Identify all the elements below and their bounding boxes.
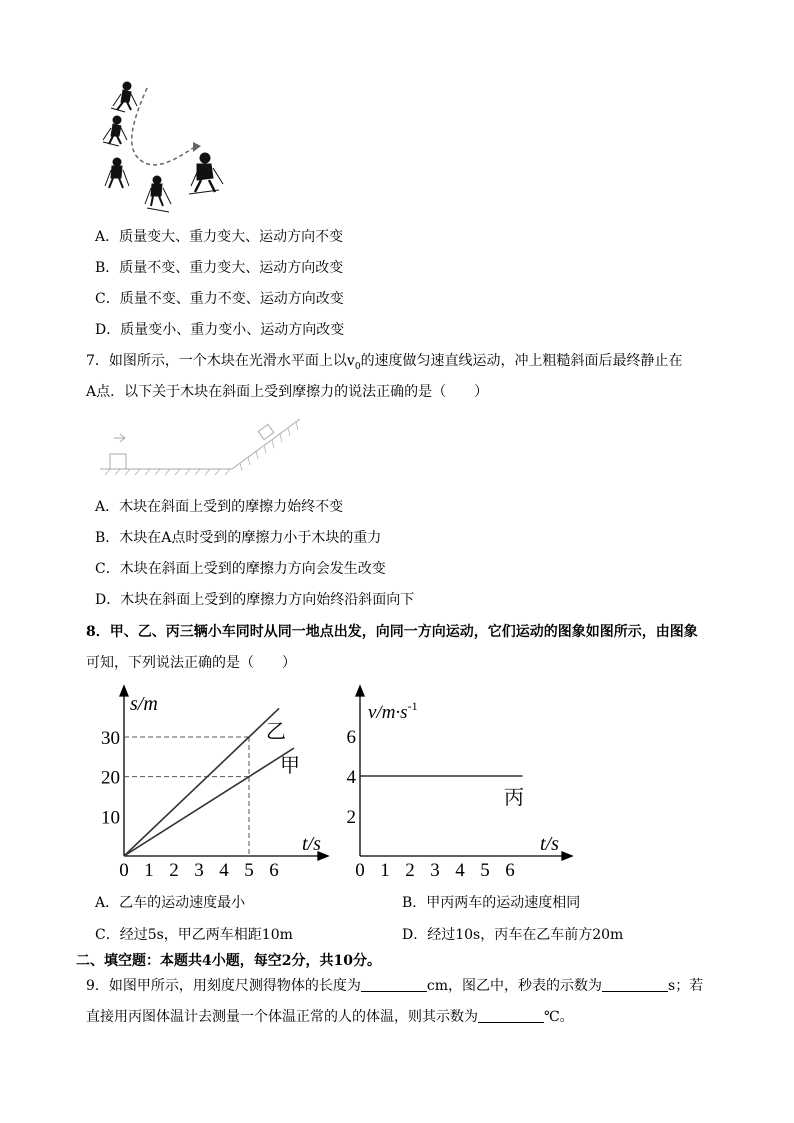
series-lines [360, 776, 524, 809]
chart-v-t [328, 680, 578, 880]
q8-option-b: B．甲丙两车的运动速度相同 [402, 895, 581, 911]
y-tick-label: 20 [101, 767, 120, 789]
q6-option-c: C．质量不变、重力不变、运动方向改变 [95, 291, 344, 307]
x-tick-label: 6 [269, 860, 279, 880]
x-tick-label: 0 [355, 860, 365, 880]
y-tick-label: 4 [346, 767, 356, 788]
x-tick-label: 0 [119, 860, 129, 880]
answer-blank-length[interactable] [361, 977, 427, 992]
x-tick-label: 6 [505, 860, 515, 880]
y-axis-label-main: v/m·s [368, 702, 408, 723]
series-line [124, 748, 294, 856]
q7-stem-line2: A点．以下关于木块在斜面上受到摩擦力的说法正确的是（ ） [86, 384, 489, 400]
q8-option-c: C．经过5s，甲乙两车相距10m [95, 927, 293, 943]
section-title: 二、填空题：本题共4小题，每空2分，共10分。 [76, 953, 381, 969]
q8-stem-line2: 可知，下列说法正确的是（ ） [86, 655, 296, 671]
y-tick-labels [347, 727, 357, 828]
s-axis-arrow [120, 686, 128, 696]
x-tick-label: 4 [219, 860, 229, 880]
q9-text-2: cm，图乙中，秒表的示数为 [426, 978, 603, 994]
q9-line1 [86, 976, 703, 996]
x-tick-label: 2 [405, 860, 415, 880]
y-tick-label: 10 [101, 807, 120, 829]
y-axis-label: s/m [130, 693, 158, 715]
q7-stem-line1 [86, 351, 683, 377]
series-line [124, 708, 279, 856]
skier-figure [95, 80, 235, 220]
incline-figure [100, 415, 310, 477]
q8-stem-line1: 8．甲、乙、丙三辆小车同时从同一地点出发，向同一方向运动，它们运动的图象如图所示，由图象 [86, 624, 698, 640]
chart-s-t [90, 680, 330, 880]
series-label: 甲 [280, 755, 300, 777]
t-axis-arrow [562, 852, 572, 860]
y-tick-label: 6 [346, 727, 356, 748]
y-tick-labels [101, 728, 120, 828]
q8-option-a: A．乙车的运动速度最小 [95, 895, 246, 911]
x-tick-labels [355, 860, 515, 880]
x-tick-label: 3 [430, 860, 440, 880]
x-tick-label: 5 [480, 860, 490, 880]
q7-v-subscript: 0 [354, 361, 361, 372]
x-axis-label: t/s [302, 833, 321, 855]
q9-text-1: 9．如图甲所示，用刻度尺测得物体的长度为 [86, 978, 361, 994]
x-tick-label: 3 [194, 860, 204, 880]
x-tick-label: 5 [244, 860, 254, 880]
answer-blank-stopwatch[interactable] [602, 977, 668, 992]
y-axis-label [368, 699, 418, 723]
x-tick-label: 2 [169, 860, 179, 880]
y-tick-label: 2 [346, 807, 356, 828]
series-lines [124, 708, 300, 856]
q9-text-3: s；若 [668, 978, 704, 994]
q7-option-b: B．木块在A点时受到的摩擦力小于木块的重力 [95, 530, 382, 546]
q9-text-4: 直接用丙图体温计去测量一个体温正常的人的体温，则其示数为 [86, 1009, 478, 1025]
x-tick-label: 4 [455, 860, 465, 880]
q6-option-b: B．质量不变、重力变大、运动方向改变 [95, 260, 344, 276]
series-label: 丙 [504, 787, 524, 809]
q6-option-a: A．质量变大、重力变大、运动方向不变 [95, 229, 344, 245]
q7-stem-part1: 7．如图所示，一个木块在光滑水平面上以v [86, 353, 355, 369]
answer-blank-temperature[interactable] [478, 1008, 544, 1023]
x-tick-label: 1 [380, 860, 390, 880]
series-label: 乙 [266, 721, 286, 743]
q6-option-d: D．质量变小、重力变小、运动方向改变 [95, 322, 345, 338]
y-tick-label: 30 [101, 728, 120, 749]
q8-option-d: D．经过10s，丙车在乙车前方20m [402, 927, 624, 943]
q7-option-c: C．木块在斜面上受到的摩擦力方向会发生改变 [95, 561, 386, 577]
q9-line2 [86, 1007, 574, 1027]
x-tick-labels [119, 860, 279, 880]
q7-option-d: D．木块在斜面上受到的摩擦力方向始终沿斜面向下 [95, 592, 415, 608]
x-tick-label: 1 [144, 860, 154, 880]
v-axis-arrow [356, 686, 364, 696]
q7-stem-part2: 的速度做匀速直线运动，冲上粗糙斜面后最终静止在 [360, 353, 683, 369]
x-axis-label: t/s [540, 833, 559, 855]
q9-text-5: ℃。 [544, 1009, 574, 1025]
y-axis-label-superscript: -1 [407, 699, 418, 713]
q7-option-a: A．木块在斜面上受到的摩擦力始终不变 [95, 499, 344, 515]
